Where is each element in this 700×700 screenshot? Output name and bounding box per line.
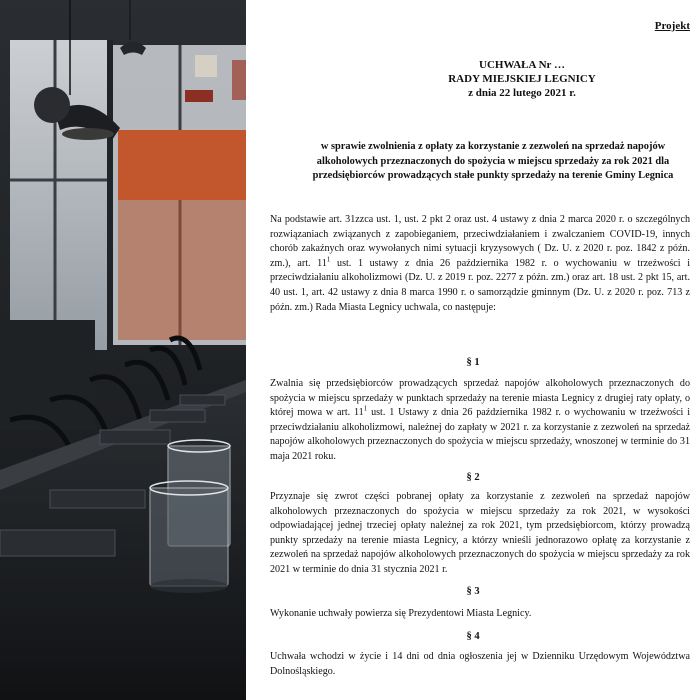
council-name: RADY MIEJSKIEJ LEGNICY <box>448 73 596 85</box>
section-1-heading: § 1 <box>466 357 480 368</box>
resolution-title: UCHWAŁA Nr … <box>479 59 565 71</box>
section-2-text: Przyznaje się zwrot części pobranej opłaty za korzystanie z zezwoleń na sprzedaż napojów alkoholowych przeznaczonych do spożycia w miejscu sprzedaży za rok 2021, w wysokości odpowiadającej jednej trzeciej opłaty należnej za rok 2021, tym przedsiębiorcom, którzy prowadzą punkty sprzedaży na terenie miasta Legnicy, a którzy wnieśli jednorazowo opłatę za korzystanie z zezwoleń na sprzedaż napojów alkoholowych przeznaczonych do spożycia w miejscu sprzedaży za rok 2021 w terminie do dnia 31 stycznia 2021 r. <box>270 491 690 575</box>
resolution-date: z dnia 22 lutego 2021 r. <box>468 87 576 99</box>
section-4-heading: § 4 <box>466 631 480 642</box>
section-3-heading: § 3 <box>466 586 480 597</box>
resolution-subject: w sprawie zwolnienia z opłaty za korzystanie z zezwoleń na sprzedaż napojów alkoholowych przeznaczonych do spożycia w miejscu sprzedaży za rok 2021 dla przedsiębiorców prowadzących stałe punkty sprzedaży na terenie Gminy Legnica <box>312 141 674 181</box>
section-4-text: Uchwała wchodzi w życie i 14 dni od dnia ogłoszenia jej w Dzienniku Urzędowym Województwa Dolnośląskiego. <box>270 651 690 677</box>
resolution-document <box>246 0 700 700</box>
section-1-text: Zwalnia się przedsiębiorców prowadzących sprzedaż napojów alkoholowych przeznaczonych do spożycia w miejscu sprzedaży w punktach sprzedaży na terenie miasta Legnicy z drugiej raty opłaty, o której mowa w art. $11^1$ ust. 1 Ustawy z dnia 26 października 1982 r. o wychowaniu w trzeźwości i przeciwdziałaniu alkoholizmowi, należnej do zapłaty w 2021 r. za korzystanie z zezwoleń na sprzedaż napojów alkoholowych przeznaczonych do spożycia w miejscu sprzedaży, wnoszonej w terminie do 31 maja 2021 roku. <box>270 378 690 462</box>
restaurant-photo <box>0 0 246 700</box>
legal-basis: Na podstawie art. 31zzca ust. 1, ust. 2 pkt 2 oraz ust. 4 ustawy z dnia 2 marca 2020 r. o szczególnych rozwiązaniach związanych z zapobieganiem, przeciwdziałaniem i zwalczaniem COVID-19, innych chorób zakaźnych oraz wywołanych nimi sytuacji kryzysowych ( Dz. U. z 2020 r. poz. 1842 z późn. zm.), art. $11^1$ ust. 1 ustawy z dnia 26 października 1982 r. o wychowaniu w trzeźwości i przeciwdziałaniu alkoholizmowi (Dz. U. z 2019 r. poz. 2277 z późn. zm.) oraz art. 18 ust. 2 pkt 15, art. 40 ust. 1, art. 42 ustawy z dnia 8 marca 1990 r. o samorządzie gminnym (Dz. U. z 2020 r. poz. 713 z późn. zm.) Rada Miasta Legnicy uchwala, co następuje: <box>270 214 690 313</box>
section-2-heading: § 2 <box>466 472 480 483</box>
draft-label: Projekt <box>654 20 690 32</box>
section-3-text: Wykonanie uchwały powierza się Prezydentowi Miasta Legnicy. <box>270 608 532 619</box>
